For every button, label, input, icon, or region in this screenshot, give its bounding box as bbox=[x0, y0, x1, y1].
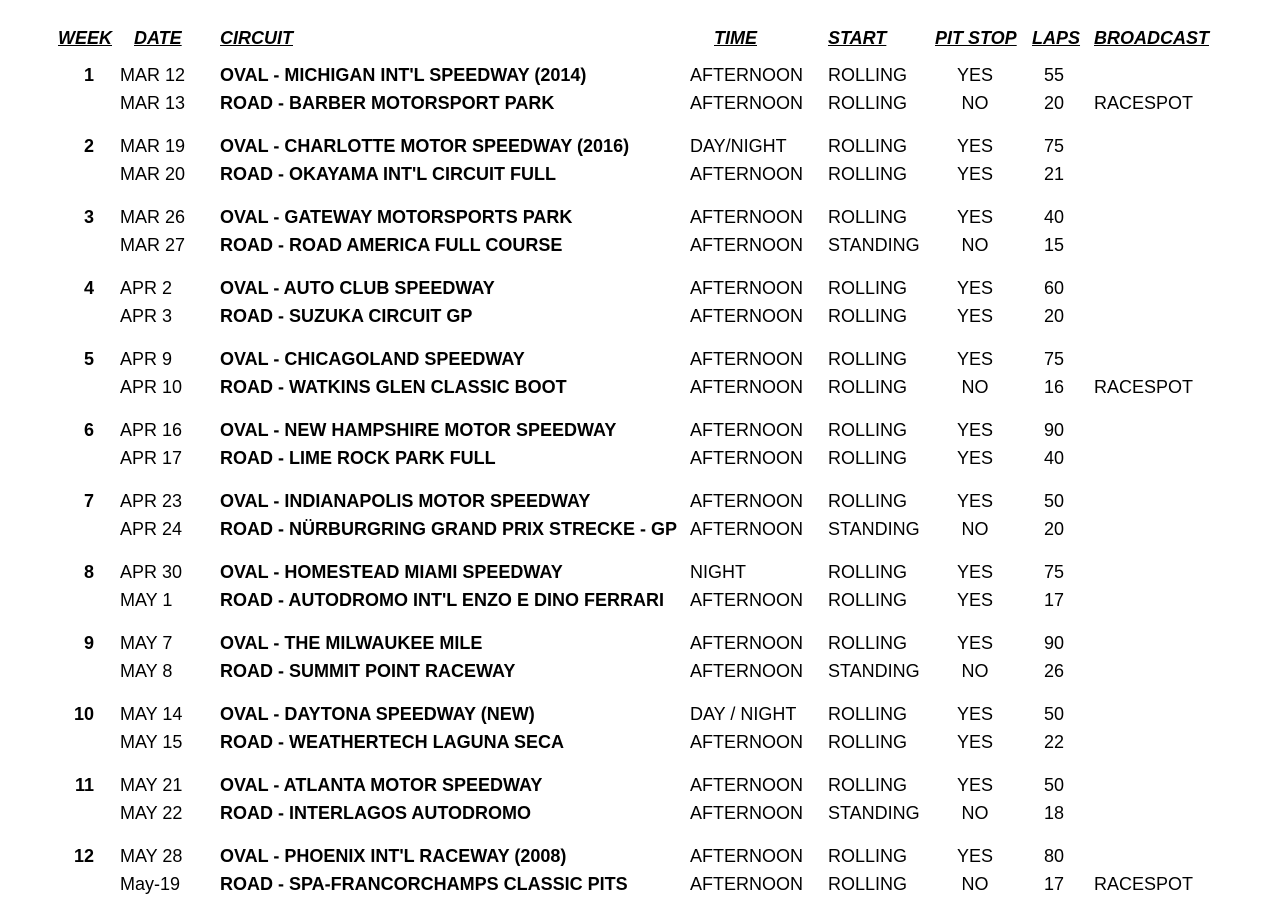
race-laps: 17 bbox=[1043, 874, 1065, 894]
race-date: APR 23 bbox=[120, 491, 183, 511]
race-time: AFTERNOON bbox=[690, 349, 804, 369]
race-start: ROLLING bbox=[828, 377, 908, 397]
schedule-row bbox=[0, 728, 1280, 756]
race-date: MAY 7 bbox=[120, 633, 173, 653]
race-pit-stop: NO bbox=[961, 235, 989, 255]
race-laps: 40 bbox=[1043, 207, 1065, 227]
race-time: AFTERNOON bbox=[690, 775, 804, 795]
race-date: MAR 13 bbox=[120, 93, 186, 113]
race-date: MAR 20 bbox=[120, 164, 186, 184]
race-date: APR 9 bbox=[120, 349, 173, 369]
race-laps: 15 bbox=[1043, 235, 1065, 255]
race-pit-stop: YES bbox=[956, 306, 994, 326]
race-pit-stop: NO bbox=[961, 874, 989, 894]
race-time: AFTERNOON bbox=[690, 491, 804, 511]
race-pit-stop: YES bbox=[956, 562, 994, 582]
race-circuit: ROAD - ROAD AMERICA FULL COURSE bbox=[220, 235, 563, 255]
race-laps: 21 bbox=[1043, 164, 1065, 184]
race-time: AFTERNOON bbox=[690, 803, 804, 823]
week-number: 8 bbox=[83, 562, 94, 582]
race-pit-stop: YES bbox=[956, 420, 994, 440]
race-time: AFTERNOON bbox=[690, 732, 804, 752]
race-start: ROLLING bbox=[828, 732, 908, 752]
race-laps: 40 bbox=[1043, 448, 1065, 468]
race-laps: 50 bbox=[1043, 704, 1065, 724]
race-time: AFTERNOON bbox=[690, 235, 804, 255]
race-time: AFTERNOON bbox=[690, 448, 804, 468]
race-laps: 18 bbox=[1043, 803, 1065, 823]
race-circuit: ROAD - AUTODROMO INT'L ENZO E DINO FERRARI bbox=[220, 590, 664, 610]
week-number: 4 bbox=[83, 278, 94, 298]
race-laps: 75 bbox=[1043, 136, 1065, 156]
schedule-row bbox=[0, 799, 1280, 827]
race-start: STANDING bbox=[828, 235, 920, 255]
race-time: AFTERNOON bbox=[690, 377, 804, 397]
race-date: MAR 26 bbox=[120, 207, 186, 227]
race-laps: 20 bbox=[1043, 306, 1065, 326]
race-date: MAY 8 bbox=[120, 661, 173, 681]
schedule-row bbox=[0, 870, 1280, 898]
race-circuit: ROAD - SPA-FRANCORCHAMPS CLASSIC PITS bbox=[220, 874, 628, 894]
schedule-row bbox=[0, 771, 1280, 799]
race-time: AFTERNOON bbox=[690, 93, 804, 113]
race-date: APR 16 bbox=[120, 420, 183, 440]
race-start: ROLLING bbox=[828, 775, 908, 795]
race-pit-stop: YES bbox=[956, 349, 994, 369]
race-laps: 20 bbox=[1043, 519, 1065, 539]
header-date: DATE bbox=[134, 28, 182, 48]
race-pit-stop: NO bbox=[961, 661, 989, 681]
race-date: MAY 28 bbox=[120, 846, 183, 866]
race-broadcast: RACESPOT bbox=[1094, 874, 1194, 894]
race-circuit: ROAD - WATKINS GLEN CLASSIC BOOT bbox=[220, 377, 567, 397]
race-laps: 90 bbox=[1043, 420, 1065, 440]
race-circuit: OVAL - AUTO CLUB SPEEDWAY bbox=[220, 278, 495, 298]
race-date: MAY 1 bbox=[120, 590, 173, 610]
race-pit-stop: YES bbox=[956, 207, 994, 227]
race-date: MAY 14 bbox=[120, 704, 183, 724]
race-circuit: ROAD - SUMMIT POINT RACEWAY bbox=[220, 661, 516, 681]
race-start: ROLLING bbox=[828, 874, 908, 894]
race-time: AFTERNOON bbox=[690, 65, 804, 85]
race-date: MAR 27 bbox=[120, 235, 186, 255]
race-start: ROLLING bbox=[828, 306, 908, 326]
race-circuit: OVAL - NEW HAMPSHIRE MOTOR SPEEDWAY bbox=[220, 420, 617, 440]
race-time: AFTERNOON bbox=[690, 519, 804, 539]
race-time: AFTERNOON bbox=[690, 164, 804, 184]
race-date: APR 2 bbox=[120, 278, 173, 298]
race-circuit: ROAD - OKAYAMA INT'L CIRCUIT FULL bbox=[220, 164, 556, 184]
header-broadcast: BROADCAST bbox=[1094, 28, 1209, 48]
race-time: DAY/NIGHT bbox=[690, 136, 787, 156]
race-time: AFTERNOON bbox=[690, 207, 804, 227]
header-start: START bbox=[828, 28, 887, 48]
race-laps: 22 bbox=[1043, 732, 1065, 752]
race-time: DAY / NIGHT bbox=[690, 704, 797, 724]
schedule-row bbox=[0, 89, 1280, 117]
race-start: ROLLING bbox=[828, 278, 908, 298]
week-number: 3 bbox=[83, 207, 94, 227]
race-start: ROLLING bbox=[828, 136, 908, 156]
race-start: ROLLING bbox=[828, 164, 908, 184]
header-time: TIME bbox=[714, 28, 757, 48]
race-laps: 50 bbox=[1043, 491, 1065, 511]
race-broadcast: RACESPOT bbox=[1094, 377, 1194, 397]
race-pit-stop: NO bbox=[961, 377, 989, 397]
schedule-row bbox=[0, 586, 1280, 614]
race-date: APR 10 bbox=[120, 377, 183, 397]
schedule-row bbox=[0, 416, 1280, 444]
header-week: WEEK bbox=[58, 28, 112, 48]
week-number: 12 bbox=[73, 846, 94, 866]
race-start: ROLLING bbox=[828, 491, 908, 511]
race-date: MAY 21 bbox=[120, 775, 183, 795]
schedule-row bbox=[0, 558, 1280, 586]
race-pit-stop: NO bbox=[961, 93, 989, 113]
race-start: ROLLING bbox=[828, 846, 908, 866]
race-circuit: OVAL - MICHIGAN INT'L SPEEDWAY (2014) bbox=[220, 65, 587, 85]
race-pit-stop: YES bbox=[956, 732, 994, 752]
race-date: MAY 15 bbox=[120, 732, 183, 752]
race-pit-stop: YES bbox=[956, 704, 994, 724]
race-laps: 90 bbox=[1043, 633, 1065, 653]
race-circuit: OVAL - HOMESTEAD MIAMI SPEEDWAY bbox=[220, 562, 563, 582]
race-circuit: ROAD - WEATHERTECH LAGUNA SECA bbox=[220, 732, 564, 752]
race-date: MAY 22 bbox=[120, 803, 183, 823]
race-circuit: ROAD - INTERLAGOS AUTODROMO bbox=[220, 803, 531, 823]
race-time: NIGHT bbox=[690, 562, 746, 582]
race-circuit: OVAL - GATEWAY MOTORSPORTS PARK bbox=[220, 207, 573, 227]
schedule-row bbox=[0, 203, 1280, 231]
race-date: APR 30 bbox=[120, 562, 183, 582]
race-pit-stop: YES bbox=[956, 633, 994, 653]
race-circuit: OVAL - PHOENIX INT'L RACEWAY (2008) bbox=[220, 846, 567, 866]
race-start: ROLLING bbox=[828, 633, 908, 653]
race-pit-stop: YES bbox=[956, 65, 994, 85]
schedule-row bbox=[0, 345, 1280, 373]
race-date: APR 24 bbox=[120, 519, 183, 539]
race-start: ROLLING bbox=[828, 65, 908, 85]
race-laps: 80 bbox=[1043, 846, 1065, 866]
race-start: STANDING bbox=[828, 519, 920, 539]
race-pit-stop: YES bbox=[956, 278, 994, 298]
schedule-row bbox=[0, 231, 1280, 259]
schedule-row bbox=[0, 61, 1280, 89]
race-start: ROLLING bbox=[828, 448, 908, 468]
header-laps: LAPS bbox=[1032, 28, 1081, 48]
race-time: AFTERNOON bbox=[690, 306, 804, 326]
race-broadcast: RACESPOT bbox=[1094, 93, 1194, 113]
schedule-row bbox=[0, 373, 1280, 401]
schedule-row bbox=[0, 515, 1280, 543]
week-number: 1 bbox=[83, 65, 94, 85]
race-laps: 17 bbox=[1043, 590, 1065, 610]
race-start: STANDING bbox=[828, 803, 920, 823]
week-number: 9 bbox=[83, 633, 94, 653]
schedule-row bbox=[0, 657, 1280, 685]
race-start: ROLLING bbox=[828, 562, 908, 582]
race-start: ROLLING bbox=[828, 420, 908, 440]
race-pit-stop: YES bbox=[956, 164, 994, 184]
race-circuit: OVAL - CHARLOTTE MOTOR SPEEDWAY (2016) bbox=[220, 136, 630, 156]
schedule-row bbox=[0, 132, 1280, 160]
race-start: STANDING bbox=[828, 661, 920, 681]
week-number: 10 bbox=[73, 704, 94, 724]
race-laps: 60 bbox=[1043, 278, 1065, 298]
race-circuit: OVAL - DAYTONA SPEEDWAY (NEW) bbox=[220, 704, 535, 724]
race-pit-stop: YES bbox=[956, 590, 994, 610]
race-date: MAR 19 bbox=[120, 136, 186, 156]
header-pit-stop: PIT STOP bbox=[935, 28, 1017, 48]
race-time: AFTERNOON bbox=[690, 846, 804, 866]
header-circuit: CIRCUIT bbox=[220, 28, 293, 48]
race-circuit: ROAD - LIME ROCK PARK FULL bbox=[220, 448, 496, 468]
race-pit-stop: NO bbox=[961, 519, 989, 539]
race-laps: 26 bbox=[1043, 661, 1065, 681]
race-start: ROLLING bbox=[828, 207, 908, 227]
race-start: ROLLING bbox=[828, 704, 908, 724]
race-laps: 20 bbox=[1043, 93, 1065, 113]
race-circuit: OVAL - THE MILWAUKEE MILE bbox=[220, 633, 483, 653]
schedule-row bbox=[0, 444, 1280, 472]
race-time: AFTERNOON bbox=[690, 278, 804, 298]
week-number: 5 bbox=[83, 349, 94, 369]
race-laps: 75 bbox=[1043, 562, 1065, 582]
race-pit-stop: YES bbox=[956, 846, 994, 866]
race-date: APR 17 bbox=[120, 448, 183, 468]
race-circuit: ROAD - SUZUKA CIRCUIT GP bbox=[220, 306, 473, 326]
race-circuit: OVAL - ATLANTA MOTOR SPEEDWAY bbox=[220, 775, 543, 795]
race-time: AFTERNOON bbox=[690, 874, 804, 894]
schedule-row bbox=[0, 302, 1280, 330]
schedule-row bbox=[0, 842, 1280, 870]
race-circuit: OVAL - CHICAGOLAND SPEEDWAY bbox=[220, 349, 525, 369]
race-pit-stop: YES bbox=[956, 136, 994, 156]
week-number: 7 bbox=[83, 491, 94, 511]
race-circuit: ROAD - BARBER MOTORSPORT PARK bbox=[220, 93, 555, 113]
race-laps: 50 bbox=[1043, 775, 1065, 795]
race-date: MAR 12 bbox=[120, 65, 186, 85]
race-circuit: ROAD - NÜRBURGRING GRAND PRIX STRECKE - GP bbox=[220, 519, 678, 539]
race-laps: 16 bbox=[1043, 377, 1065, 397]
race-circuit: OVAL - INDIANAPOLIS MOTOR SPEEDWAY bbox=[220, 491, 591, 511]
race-start: ROLLING bbox=[828, 349, 908, 369]
race-pit-stop: NO bbox=[961, 803, 989, 823]
race-time: AFTERNOON bbox=[690, 420, 804, 440]
race-date: APR 3 bbox=[120, 306, 173, 326]
race-start: ROLLING bbox=[828, 590, 908, 610]
race-laps: 75 bbox=[1043, 349, 1065, 369]
race-time: AFTERNOON bbox=[690, 633, 804, 653]
race-laps: 55 bbox=[1043, 65, 1065, 85]
schedule-row bbox=[0, 487, 1280, 515]
schedule-row bbox=[0, 274, 1280, 302]
schedule-row bbox=[0, 160, 1280, 188]
race-date: May-19 bbox=[120, 874, 181, 894]
race-start: ROLLING bbox=[828, 93, 908, 113]
week-number: 6 bbox=[83, 420, 94, 440]
week-number: 11 bbox=[74, 775, 94, 795]
schedule-row bbox=[0, 629, 1280, 657]
race-pit-stop: YES bbox=[956, 775, 994, 795]
race-time: AFTERNOON bbox=[690, 661, 804, 681]
race-pit-stop: YES bbox=[956, 448, 994, 468]
week-number: 2 bbox=[83, 136, 94, 156]
race-pit-stop: YES bbox=[956, 491, 994, 511]
race-time: AFTERNOON bbox=[690, 590, 804, 610]
schedule-row bbox=[0, 700, 1280, 728]
